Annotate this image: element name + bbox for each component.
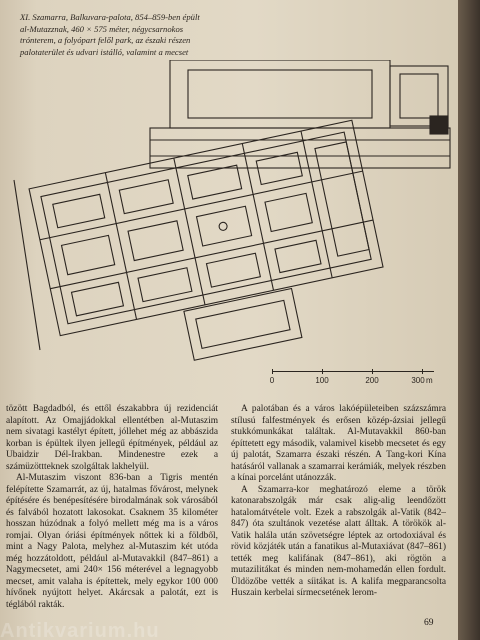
scale-label: 200 [365,376,379,385]
scale-tick [422,369,423,374]
plan-tower [430,116,448,134]
caption-line: XI. Szamarra, Balkuvara-palota, 854–859-ben épült [20,12,200,22]
scale-unit: m [426,376,433,385]
book-spine-edge [458,0,480,640]
text-column-left [6,404,218,611]
palace-ground-plan [0,60,460,390]
watermark-text: Antikvarium.hu [0,620,160,640]
scale-tick [322,369,323,374]
scale-tick [372,369,373,374]
paragraph: tözött Bagdadból, és ettől északabbra új rezidenciát alapított. Az Omajjádokkal ellentétben al-Mutaszim nem sivatagi kastélyt épített, jóllehet még az abbászida korban is épültek ilyen jellegű építmények, például az Ubaidzir Dél-Irakban. Mindenestre ezek a számüzöttteknek szolgáltak lakhelyül. [6,404,218,472]
scale-label: 300 [411,376,425,385]
page-number: 69 [424,618,434,628]
paragraph: Al-Mutaszim viszont 836-ban a Tigris mentén felépítette Szamarrát, az új, hatalmas fővárost, melynek építésére és benépesítésére birodalmának sok városából és falvából hozatott lakosokat. Csaknem 35 kilométer hosszan húzódnak a folyó mellett még ma is a város romjai. Olyan óriási építmények nőttek ki a földből, mint a Nagy Palota, melyhez al-Mutaszim két utóda még hozzátoldott, például al-Mutavakkil (847–861) a Nagymecsetet, ami 240× 156 méterével a legnagyobb mecset, amit valaha is építettek, mely egykor 100 000 hívőnek nyújtott helyet. Akárcsak a palotát, ezt is téglából rakták. [6,473,218,610]
plan-river-wall [14,180,40,350]
paragraph: A Szamarra-kor meghatározó eleme a török katonarabszolgák már csak alig-alig leendőzött hatalomátvétele volt. Ezek a rabszolgák al-Vatik (842–847) óta szultánok vezetése alatt álltak. A törökök al-Vatik halála után szövetségre léptek az ortodoxiával és rövid közjáték után a fanatikus al-Mutaxiávat (847–861) tették meg kalifának (847–861), aki rögtön a mutazilitákat és minden nem-mohamedán ellen fordult. Üldözőbe vették a síitákat is. A kalifa megparancsolta Huszain kerbelai sírmecsetének lerom- [231,484,446,598]
caption-line: al-Mutazznak, 460 × 575 méter, négycsarnokos [20,23,184,34]
paragraph: A palotában és a város lakóépületeiben százszámra stílusú falfestmények és erősen közép-ázsiai jellegű stukkómunkákat találtak. Al-Mutavakkil 860-ban építtetett egy második, valamivel kisebb mecsetet és egy új palotát, Szamarra északi részén. A Tang-kori Kína hatásáról vallanak a szamarrai kerámiák, melyek részben a kínai porcelánt utánozzák. [231,404,446,483]
plan-central-court [150,128,450,168]
caption-line: trónterem, a folyópart felől park, az északi részen [20,35,191,46]
scale-bar [268,369,448,397]
scale-label: 100 [315,376,329,385]
scale-label: 0 [269,376,275,385]
scale-tick [272,369,273,374]
caption-line: palotaterület és udvari istálló, valamint a mecset [20,46,189,57]
text-column-right [231,404,446,600]
scale-line [272,371,434,372]
figure-caption [20,12,320,58]
plan-throne-hall [218,222,227,231]
plan-south-annex [184,288,302,360]
plan-main-block [29,120,383,335]
